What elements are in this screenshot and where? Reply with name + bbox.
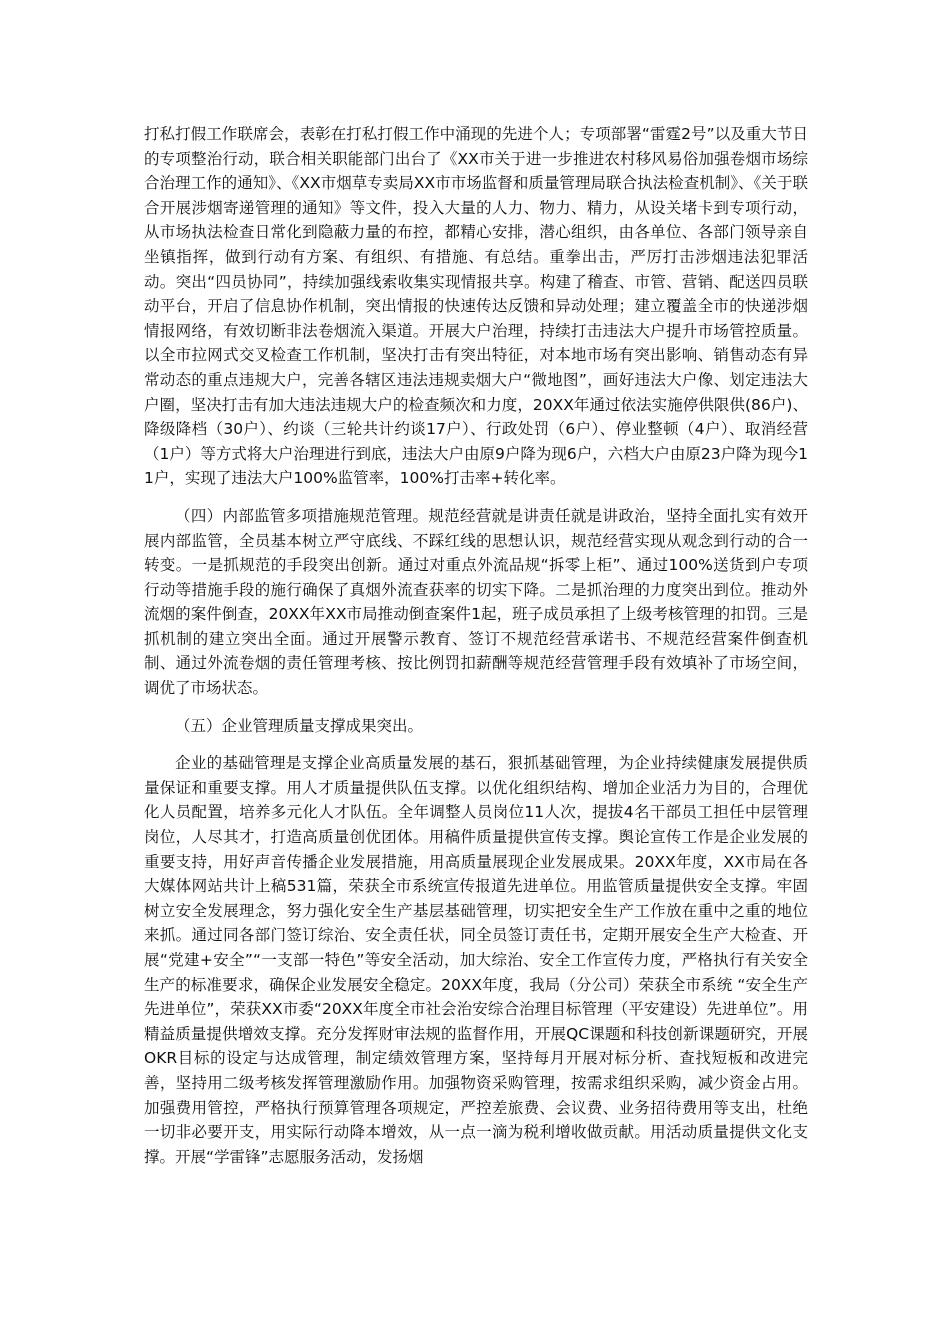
document-body (144, 122, 808, 1169)
paragraph-enforcement-actions: 打私打假工作联席会，表彰在打私打假工作中涌现的先进个人；专项部署“雷霆2号”以及重大节日的专项整治行动，联合相关职能部门出台了《XX市关于进一步推进农村移风易俗加强卷烟市场综合治理工作的通知》、《XX市烟草专卖局XX市市场监督和质量管理局联合执法检查机制》、《关于联合开展涉烟寄递管理的通知》等文件，投入大量的人力、物力、精力，从设关堵卡到专项行动，从市场执法检查日常化到隐蔽力量的布控，都精心安排，潜心组织，由各单位、各部门领导亲自坐镇指挥，做到行动有方案、有组织、有措施、有总结。重拳出击，严厉打击涉烟违法犯罪活动。突出“四员协同”，持续加强线索收集实现情报共享。构建了稽查、市管、营销、配送四员联动平台，开启了信息协作机制，突出情报的快速传达反馈和异动处理；建立覆盖全市的快递涉烟情报网络，有效切断非法卷烟流入渠道。开展大户治理，持续打击违法大户提升市场管控质量。以全市拉网式交叉检查工作机制，坚决打击有突出特征，对本地市场有突出影响、销售动态有异常动态的重点违规大户，完善各辖区违法违规卖烟大户“微地图”，画好违法大户像、划定违法大户圈，坚决打击有加大违法违规大户的检查频次和力度，20XX年通过依法实施停供限供(86户)、降级降档（30户）、约谈（三轮共计约谈17户）、行政处罚（6户）、停业整顿（4户）、取消经营（1户）等方式将大户治理进行到底，违法大户由原9户降为现6户，六档大户由原23户降为现今11户，实现了违法大户100%监管率，100%打击率+转化率。 (144, 125, 808, 488)
section-heading-management-quality: （五）企业管理质量支撑成果突出。 (175, 716, 424, 735)
paragraph-spacer (144, 738, 808, 751)
paragraph-spacer (144, 491, 808, 504)
paragraph-internal-supervision: （四）内部监管多项措施规范管理。规范经营就是讲责任就是讲政治，坚持全面扎实有效开展内部监管，全员基本树立严守底线、不踩红线的思想认识，规范经营实现从观念到行动的合一转变。一是抓规范的手段突出创新。通过对重点外流品规“拆零上柜”、通过100%送货到户专项行动等措施手段的施行确保了真烟外流查获率的切实下降。二是抓治理的力度突出到位。推动外流烟的案件倒查，20XX年XX市局推动倒查案件1起，班子成员承担了上级考核管理的扣罚。三是抓机制的建立突出全面。通过开展警示教育、签订不规范经营承诺书、不规范经营案件倒查机制、通过外流卷烟的责任管理考核、按比例罚扣薪酬等规范经营管理手段有效填补了市场空间，调优了市场状态。 (144, 506, 808, 698)
paragraph-management-quality: 企业的基础管理是支撑企业高质量发展的基石，狠抓基础管理，为企业持续健康发展提供质量保证和重要支撑。用人才质量提供队伍支撑。以优化组织结构、增加企业活力为目的，合理优化人员配置，培养多元化人才队伍。全年调整人员岗位11人次，提拔4名干部员工担任中层管理岗位，人尽其才，打造高质量创优团体。用稿件质量提供宣传支撑。舆论宣传工作是企业发展的重要支持，用好声音传播企业发展措施，用高质量展现企业发展成果。20XX年度，XX市局在各大媒体网站共计上稿531篇，荣获全市系统宣传报道先进单位。用监管质量提供安全支撑。牢固树立安全发展理念，努力强化安全生产基层基础管理，切实把安全生产工作放在重中之重的地位来抓。通过同各部门签订综治、安全责任状，同全员签订责任书，定期开展安全生产大检查、开展“党建+安全”“一支部一特色”等安全活动，加大综治、安全工作宣传力度，严格执行有关安全生产的标准要求，确保企业发展安全稳定。20XX年度，我局（分公司）荣获全市系统 “安全生产先进单位”，荣获XX市委“20XX年度全市社会治安综合治理目标管理（平安建设）先进单位”。用精益质量提供增效支撑。充分发挥财审法规的监督作用，开展QC课题和科技创新课题研究，开展OKR目标的设定与达成管理，制定绩效管理方案，坚持每月开展对标分析、查找短板和改进完善，坚持用二级考核发挥管理激励作用。加强物资采购管理，按需求组织采购，减少资金占用。加强费用管控，严格执行预算管理各项规定，严控差旅费、会议费、业务招待费用等支出，杜绝一切非必要开支，用实际行动降本增效，从一点一滴为税利增收做贡献。用活动质量提供文化支撑。开展“学雷锋”志愿服务活动，发扬烟 (144, 754, 808, 1166)
paragraph-spacer (144, 701, 808, 714)
